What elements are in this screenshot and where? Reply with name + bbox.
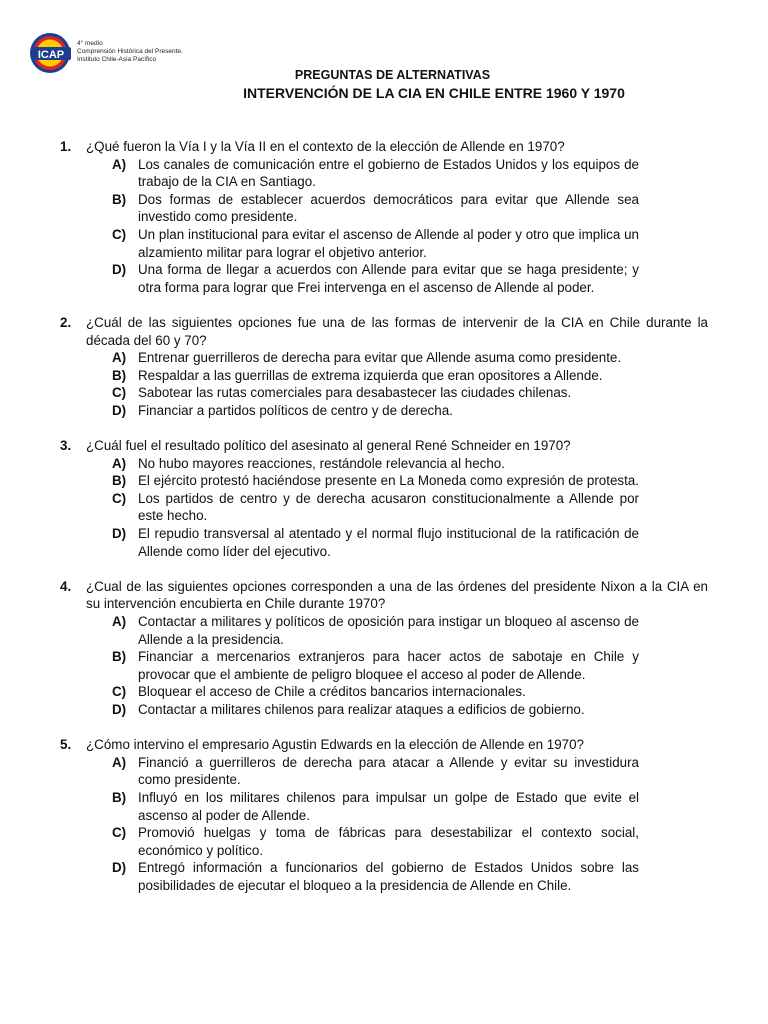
- option-d: [112, 525, 639, 560]
- option-text: Entregó información a funcionarios del gobierno de Estados Unidos sobre las posibilidades de ejecutar el bloqueo a la presidencia de Allende en Chile.: [138, 860, 639, 893]
- option-text: Un plan institucional para evitar el ascenso de Allende al poder y otro que implica un alzamiento militar para lograr el objetivo anterior.: [138, 226, 639, 260]
- option-letter: B): [112, 649, 127, 665]
- option-c: [112, 490, 639, 525]
- option-list: [112, 455, 639, 561]
- option-text: Influyó en los militares chilenos para impulsar un golpe de Estado que evite el ascenso al poder de Allende.: [138, 789, 639, 823]
- option-text: El ejército protestó haciéndose presente en La Moneda como expresión de protesta.: [138, 473, 639, 489]
- question-number: 5.: [60, 737, 72, 753]
- option-letter: A): [112, 156, 127, 172]
- question-row: [60, 437, 708, 455]
- option-text: Financiar a mercenarios extranjeros para hacer actos de sabotaje en Chile y provocar que el ambiente de peligro bloquee el acceso al poder de Allende.: [138, 649, 639, 682]
- option-letter: D): [112, 262, 127, 278]
- option-letter: A): [112, 754, 127, 770]
- option-letter: C): [112, 226, 127, 242]
- question-text: ¿Cómo intervino el empresario Agustin Edwards en la elección de Allende en 1970?: [86, 737, 584, 753]
- option-a: [112, 613, 639, 648]
- option-text: Los canales de comunicación entre el gobierno de Estados Unidos y los equipos de trabajo de la CIA en Santiago.: [138, 156, 639, 190]
- question-number: 3.: [60, 438, 72, 454]
- option-letter: A): [112, 614, 127, 630]
- option-text: Una forma de llegar a acuerdos con Allende para evitar que se haga presidente; y otra forma para lograr que Frei intervenga en el ascenso de Allende al poder.: [138, 262, 639, 295]
- option-list: [112, 613, 639, 719]
- question-row: [60, 736, 708, 754]
- option-list: [112, 156, 639, 297]
- question-2: [60, 314, 708, 420]
- option-letter: D): [112, 702, 127, 717]
- question-text: ¿Cuál fuel el resultado político del asesinato al general René Schneider en 1970?: [86, 438, 571, 454]
- school-grade: 4° medio: [77, 40, 103, 47]
- option-text: Entrenar guerrilleros de derecha para evitar que Allende asuma como presidente.: [138, 350, 622, 366]
- option-a: [112, 349, 639, 367]
- question-list: [60, 138, 708, 912]
- question-row: [60, 138, 708, 156]
- option-text: Dos formas de establecer acuerdos democráticos para evitar que Allende sea investido como presidente.: [138, 191, 639, 225]
- option-text: No hubo mayores reacciones, restándole relevancia al hecho.: [138, 455, 505, 471]
- option-text: Bloquear el acceso de Chile a créditos bancarios internacionales.: [138, 684, 526, 700]
- question-4: [60, 578, 708, 719]
- option-b: [112, 648, 639, 683]
- option-letter: B): [112, 367, 127, 383]
- option-text: Los partidos de centro y de derecha acusaron constitucionalmente a Allende por este hecho.: [138, 490, 639, 524]
- option-text: Sabotear las rutas comerciales para desabastecer las ciudades chilenas.: [138, 385, 572, 401]
- option-c: [112, 683, 639, 701]
- option-b: [112, 789, 639, 824]
- option-text: Financiar a partidos políticos de centro y de derecha.: [138, 402, 453, 418]
- option-letter: A): [112, 455, 127, 471]
- question-number: 4.: [60, 578, 72, 594]
- course-name: Comprensión Histórica del Presente.: [77, 48, 183, 55]
- option-letter: C): [112, 825, 127, 841]
- question-text: ¿Cuál de las siguientes opciones fue una de las formas de intervenir de la CIA en Chile durante la década del 60 y 70?: [86, 314, 708, 348]
- option-letter: A): [112, 350, 127, 366]
- option-b: [112, 472, 639, 490]
- option-c: [112, 384, 639, 402]
- option-d: [112, 261, 639, 296]
- page-title: PREGUNTAS DE ALTERNATIVAS: [294, 68, 491, 82]
- option-c: [112, 226, 639, 261]
- option-d: [112, 402, 639, 420]
- option-text: Contactar a militares chilenos para realizar ataques a edificios de gobierno.: [138, 702, 585, 717]
- question-5: [60, 736, 708, 894]
- option-text: Financió a guerrilleros de derecha para atacar a Allende y evitar su investidura como presidente.: [138, 754, 639, 788]
- question-1: [60, 138, 708, 296]
- option-a: [112, 156, 639, 191]
- option-b: [112, 191, 639, 226]
- question-3: [60, 437, 708, 560]
- option-letter: C): [112, 385, 127, 401]
- option-letter: B): [112, 789, 127, 805]
- option-d: [112, 859, 639, 894]
- option-a: [112, 455, 639, 473]
- option-a: [112, 754, 639, 789]
- logo-text: ICAP: [37, 49, 65, 61]
- option-letter: D): [112, 402, 127, 418]
- question-text: ¿Qué fueron la Vía I y la Vía II en el contexto de la elección de Allende en 1970?: [86, 139, 565, 154]
- option-c: [112, 824, 639, 859]
- question-row: [60, 578, 708, 613]
- option-letter: C): [112, 684, 127, 700]
- option-text: Contactar a militares y políticos de oposición para instigar un bloqueo al ascenso de Allende a la presidencia.: [138, 614, 639, 647]
- option-text: Respaldar a las guerrillas de extrema izquierda que eran opositores a Allende.: [138, 367, 603, 383]
- option-list: [112, 754, 639, 895]
- question-number: 2.: [60, 314, 72, 330]
- page-subtitle: INTERVENCIÓN DE LA CIA EN CHILE ENTRE 1960 Y 1970: [243, 85, 625, 101]
- question-number: 1.: [60, 139, 72, 154]
- institute-name: Instituto Chile-Asia Pacífico: [77, 56, 157, 63]
- option-letter: B): [112, 191, 127, 207]
- question-text: ¿Cual de las siguientes opciones corresponden a una de las órdenes del presidente Nixon a la CIA en su intervención encubierta en Chile durante 1970?: [86, 578, 708, 612]
- school-info: [77, 40, 183, 64]
- option-letter: C): [112, 490, 127, 506]
- question-row: [60, 314, 708, 349]
- option-list: [112, 349, 639, 419]
- option-letter: D): [112, 526, 127, 542]
- option-text: Promovió huelgas y toma de fábricas para desestabilizar el contexto social, económico y político.: [138, 825, 639, 858]
- option-letter: B): [112, 473, 127, 489]
- option-text: El repudio transversal al atentado y el normal flujo institucional de la ratificación de Allende como líder del ejecutivo.: [138, 526, 639, 559]
- option-b: [112, 367, 639, 385]
- option-d: [112, 701, 639, 719]
- option-letter: D): [112, 860, 127, 876]
